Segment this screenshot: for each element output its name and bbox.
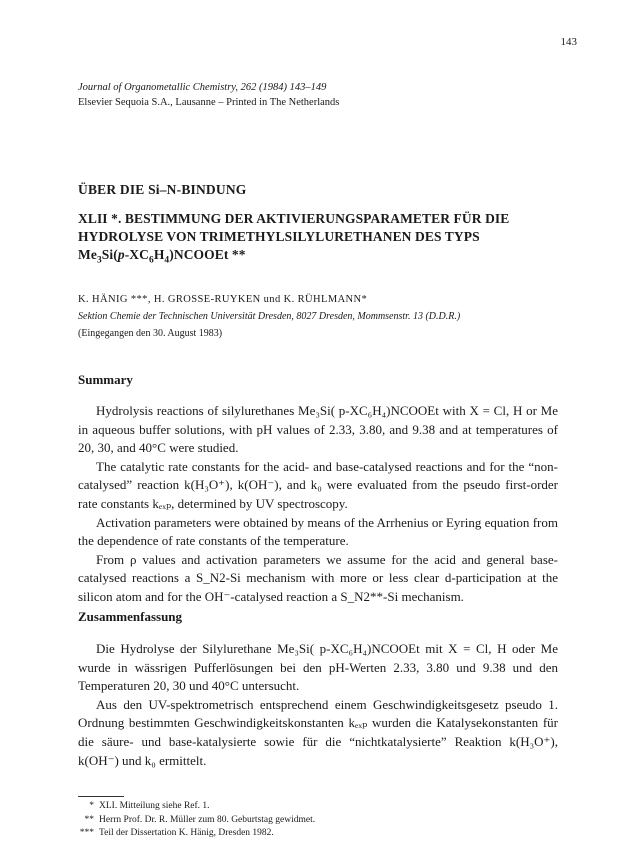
summary-paragraph: The catalytic rate constants for the acid- and base-catalysed reactions and for the “non-catalysed” reaction k(H₃O⁺), k(OH⁻), and k₀ were evaluated from the pseudo first-order rate constants kₑₓₚ, determined by UV spectroscopy. xyxy=(78,458,558,511)
page-number: 143 xyxy=(560,36,577,48)
article-title-line1: ÜBER DIE Si–N-BINDUNG xyxy=(78,182,247,197)
summary-paragraph: From ρ values and activation parameters we assume for the acid and general base-catalysed reactions a S_N2-Si mechanism with more or less clear d-participation at the silicon atom and for the OH⁻-catalysed reaction a S_N2**-Si mechanism. xyxy=(78,551,558,604)
summary-paragraph: Hydrolysis reactions of silylurethanes Me₃Si( p-XC₆H₄)NCOOEt with X = Cl, H or Me in aqueous buffer solutions, with pH values of 2.33, 3.80, and 9.38 and at temperatures of 20, 30, and 40°C were studied. xyxy=(78,403,558,456)
summary-body xyxy=(78,402,558,607)
article-title-main: XLII *. BESTIMMUNG DER AKTIVIERUNGSPARAMETER FÜR DIE HYDROLYSE VON TRIMETHYLSILYLURETHANEN DES TYPS xyxy=(78,211,510,244)
footnotes xyxy=(78,800,315,841)
footnote: ** Herrn Prof. Dr. R. Müller zum 80. Geburtstag gewidmet. xyxy=(84,814,316,825)
zusammenfassung-paragraph: Die Hydrolyse der Silylurethane Me₃Si( p-XC₆H₄)NCOOEt mit X = Cl, H oder Me wurde in wässrigen Pufferlösungen bei den pH-Werten 2.33, 3.80 und 9.38 und den Temperaturen 20, 30 und 40°C untersucht. xyxy=(78,641,558,694)
article-title xyxy=(78,210,558,264)
zusammenfassung-body xyxy=(78,640,558,770)
footnote: * XLI. Mitteilung siehe Ref. 1. xyxy=(89,801,210,811)
title-formula: $Me_3Si(p-XC_6H_4)NCOOEt$ ** xyxy=(78,247,246,266)
author-affiliation: Sektion Chemie der Technischen Universität Dresden, 8027 Dresden, Mommsenstr. 13 (D.D.R.) xyxy=(78,311,461,322)
zusammenfassung-heading: Zusammenfassung xyxy=(78,609,183,624)
summary-paragraph: Activation parameters were obtained by means of the Arrhenius or Eyring equation from the dependence of rate constants of the temperature. xyxy=(78,514,558,549)
summary-heading: Summary xyxy=(78,372,133,387)
author-list: K. HÄNIG ***, H. GROSSE-RUYKEN und K. RÜHLMANN* xyxy=(78,294,368,305)
journal-header xyxy=(78,80,339,110)
journal-citation: Journal of Organometallic Chemistry, 262 (1984) 143–149 xyxy=(78,82,327,93)
footnote: *** Teil der Dissertation K. Hänig, Dresden 1982. xyxy=(79,828,274,838)
journal-publisher: Elsevier Sequoia S.A., Lausanne – Printed in The Netherlands xyxy=(78,97,340,108)
received-date: (Eingegangen den 30. August 1983) xyxy=(78,328,223,339)
zusammenfassung-paragraph: Aus den UV-spektrometrisch entsprechend einem Geschwindigkeitsgesetz pseudo 1. Ordnung bestimmten Geschwindigkeitskonstanten kₑₓₚ wurden die Katalysekonstanten für die säure- und base-katalysierte sowie für die “nichtkatalysierte” Reaktion k(H₃O⁺), k(OH⁻) und k₀ ermittelt. xyxy=(78,696,558,768)
footnote-rule xyxy=(78,796,124,797)
